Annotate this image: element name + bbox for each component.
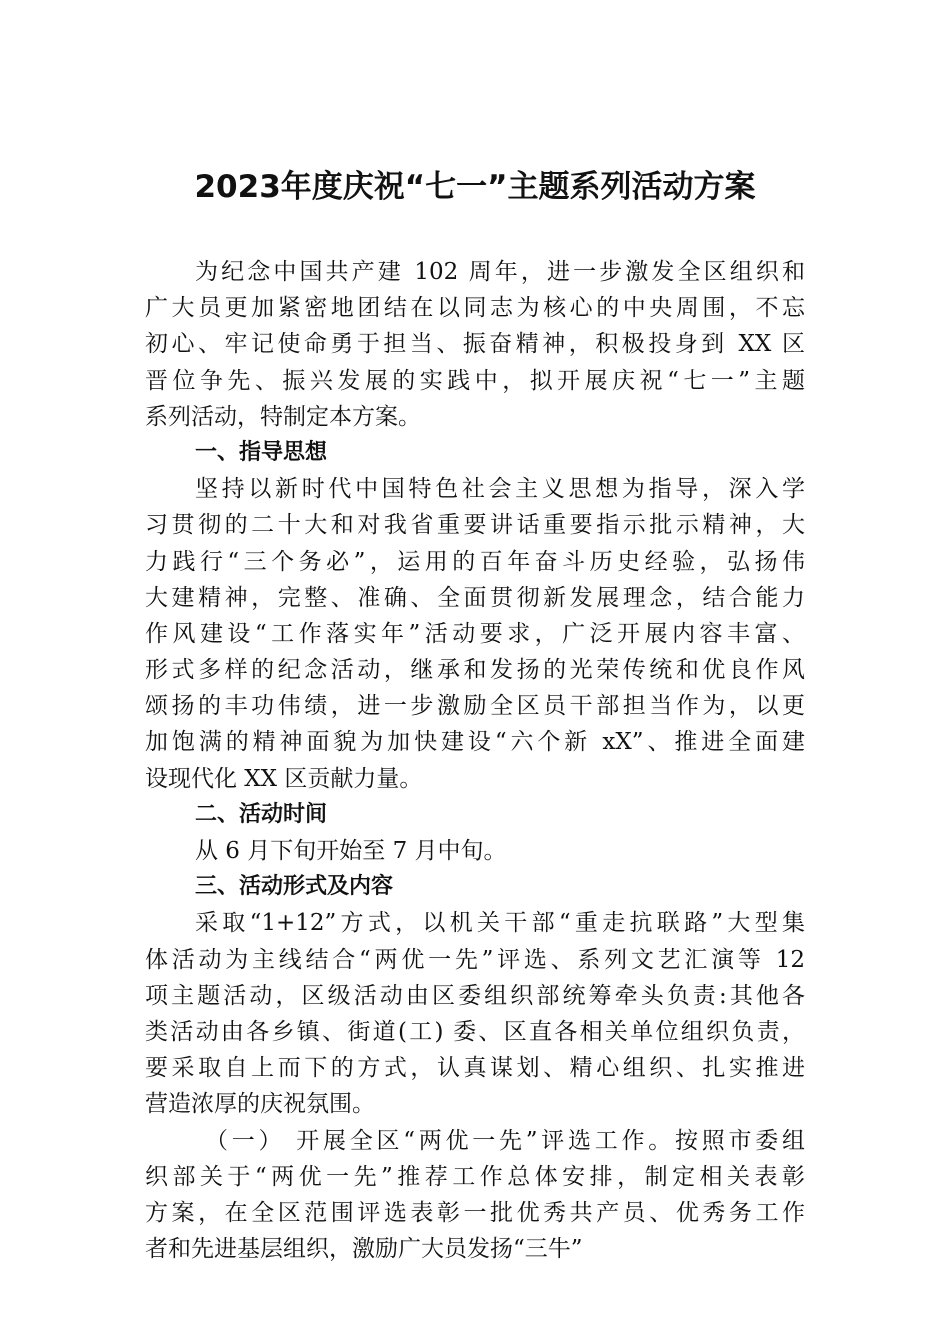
paragraph-line: 广大员更加紧密地团结在以同志为核心的中央周围，不忘 bbox=[145, 295, 805, 322]
paragraph-line: 采取“1+12”方式，以机关干部“重走抗联路”大型集 bbox=[195, 910, 805, 937]
paragraph-line: 力践行“三个务必”，运用的百年奋斗历史经验，弘扬伟 bbox=[145, 548, 805, 575]
document-title: 2023年度庆祝“七一”主题系列活动方案 bbox=[194, 169, 756, 205]
paragraph-line: 方案，在全区范围评选表彰一批优秀共产员、优秀务工作 bbox=[145, 1199, 805, 1226]
paragraph-line: 项主题活动，区级活动由区委组织部统筹牵头负责:其他各 bbox=[145, 982, 805, 1009]
paragraph-line: 习贯彻的二十大和对我省重要讲话重要指示批示精神，大 bbox=[145, 512, 805, 539]
paragraph-line: 类活动由各乡镇、街道(工) 委、区直各相关单位组织负责， bbox=[145, 1018, 805, 1045]
paragraph-line: 初心、牢记使命勇于担当、振奋精神，积极投身到 XX 区 bbox=[145, 331, 805, 358]
paragraph-line: 要采取自上而下的方式，认真谋划、精心组织、扎实推进 bbox=[145, 1055, 805, 1082]
paragraph-line: 营造浓厚的庆祝氛围。 bbox=[145, 1091, 375, 1118]
paragraph-line: 加饱满的精神面貌为加快建设“六个新 xX”、推进全面建 bbox=[145, 729, 805, 756]
paragraph-line: 系列活动，特制定本方案。 bbox=[145, 403, 421, 430]
paragraph-line: 织部关于“两优一先”推荐工作总体安排，制定相关表彰 bbox=[145, 1163, 805, 1190]
document-body bbox=[145, 254, 805, 1267]
section-heading: 三、活动形式及内容 bbox=[195, 874, 394, 900]
paragraph-line: 颂扬的丰功伟绩，进一步激励全区员干部担当作为，以更 bbox=[145, 693, 805, 720]
paragraph-line: 作风建设“工作落实年”活动要求，广泛开展内容丰富、 bbox=[145, 620, 805, 647]
paragraph-line: （一） 开展全区“两优一先”评选工作。按照市委组 bbox=[205, 1127, 805, 1154]
paragraph-line: 设现代化 XX 区贡献力量。 bbox=[145, 765, 423, 792]
section-heading: 一、指导思想 bbox=[195, 439, 328, 465]
section-heading: 二、活动时间 bbox=[195, 801, 328, 827]
paragraph-line: 晋位争先、振兴发展的实践中，拟开展庆祝“七一”主题 bbox=[145, 367, 805, 394]
paragraph-line: 为纪念中国共产建 102 周年，进一步激发全区组织和 bbox=[195, 259, 805, 285]
paragraph-line: 者和先进基层组织，激励广大员发扬“三牛” bbox=[145, 1236, 583, 1263]
paragraph-line: 坚持以新时代中国特色社会主义思想为指导，深入学 bbox=[195, 476, 805, 503]
paragraph-line: 大建精神，完整、准确、全面贯彻新发展理念，结合能力 bbox=[145, 584, 805, 611]
paragraph-line: 从 6 月下旬开始至 7 月中旬。 bbox=[195, 838, 507, 864]
paragraph-line: 体活动为主线结合“两优一先”评选、系列文艺汇演等 12 bbox=[145, 946, 805, 973]
paragraph-line: 形式多样的纪念活动，继承和发扬的光荣传统和优良作风 bbox=[145, 657, 805, 684]
